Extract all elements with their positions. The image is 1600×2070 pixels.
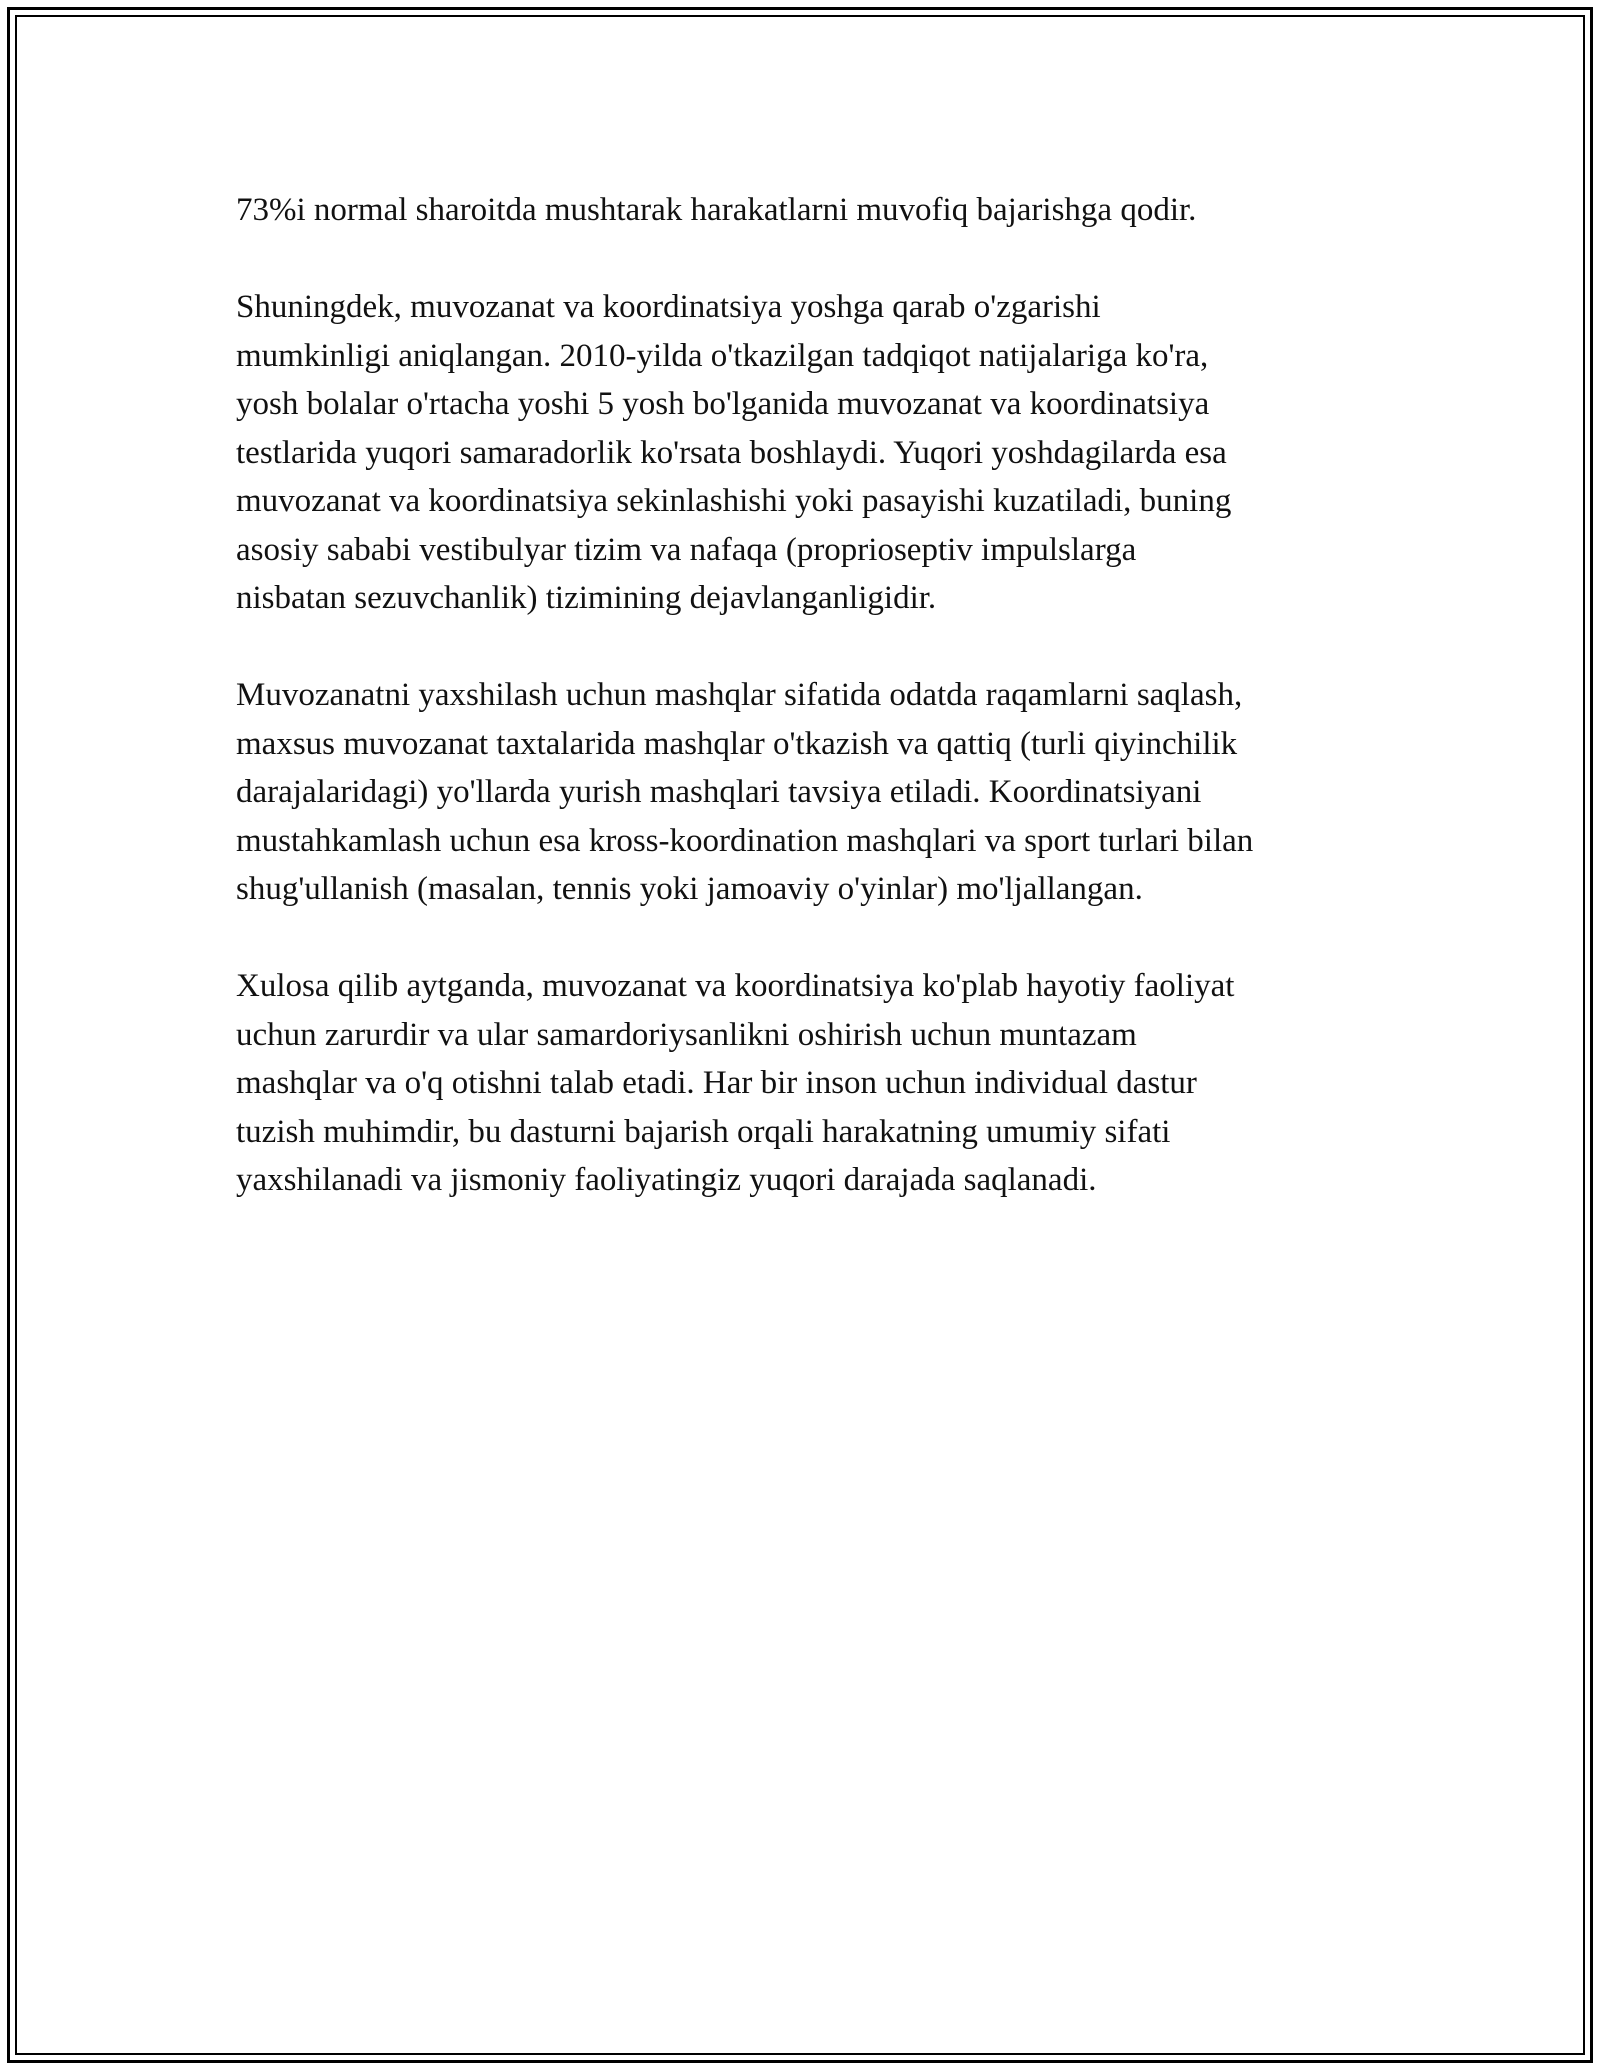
- text-line: Xulosa qilib aytganda, muvozanat va koordinatsiya ko'plab hayotiy faoliyat: [236, 968, 1235, 1004]
- text-line: yaxshilanadi va jismoniy faoliyatingiz yuqori darajada saqlanadi.: [236, 1162, 1097, 1198]
- text-line: yosh bolalar o'rtacha yoshi 5 yosh bo'lganida muvozanat va koordinatsiya: [236, 386, 1210, 422]
- text-line: nisbatan sezuvchanlik) tizimining dejavlanganligidir.: [236, 580, 937, 616]
- paragraph-4: [236, 962, 1376, 1205]
- text-line: Muvozanatni yaxshilash uchun mashqlar sifatida odatda raqamlarni saqlash,: [236, 677, 1243, 713]
- text-line: tuzish muhimdir, bu dasturni bajarish orqali harakatning umumiy sifati: [236, 1113, 1171, 1150]
- text-line: Shuningdek, muvozanat va koordinatsiya yoshga qarab o'zgarishi: [236, 289, 1101, 325]
- text-line: 73%i normal sharoitda mushtarak harakatlarni muvofiq bajarishga qodir.: [236, 192, 1197, 228]
- text-line: darajalaridagi) yo'llarda yurish mashqlari tavsiya etiladi. Koordinatsiyani: [236, 774, 1202, 810]
- text-line: mumkinligi aniqlangan. 2010-yilda o'tkazilgan tadqiqot natijalariga ko'ra,: [236, 337, 1209, 374]
- paragraph-3: [236, 671, 1376, 914]
- text-line: maxsus muvozanat taxtalarida mashqlar o'tkazish va qattiq (turli qiyinchilik: [236, 725, 1238, 762]
- text-line: shug'ullanish (masalan, tennis yoki jamoaviy o'yinlar) mo'ljallangan.: [236, 871, 1143, 907]
- paragraph-1: [236, 186, 1376, 235]
- text-line: mustahkamlash uchun esa kross-koordination mashqlari va sport turlari bilan: [236, 822, 1254, 859]
- text-line: uchun zarurdir va ular samardoriysanlikni oshirish uchun muntazam: [236, 1016, 1137, 1053]
- text-line: testlarida yuqori samaradorlik ko'rsata boshlaydi. Yuqori yoshdagilarda esa: [236, 434, 1227, 471]
- text-line: muvozanat va koordinatsiya sekinlashishi yoki pasayishi kuzatiladi, buning: [236, 483, 1232, 519]
- paragraph-2: [236, 283, 1376, 623]
- document-body: [236, 186, 1376, 1253]
- text-line: asosiy sababi vestibulyar tizim va nafaqa (proprioseptiv impulslarga: [236, 531, 1137, 568]
- text-line: mashqlar va o'q otishni talab etadi. Har bir inson uchun individual dastur: [236, 1065, 1197, 1101]
